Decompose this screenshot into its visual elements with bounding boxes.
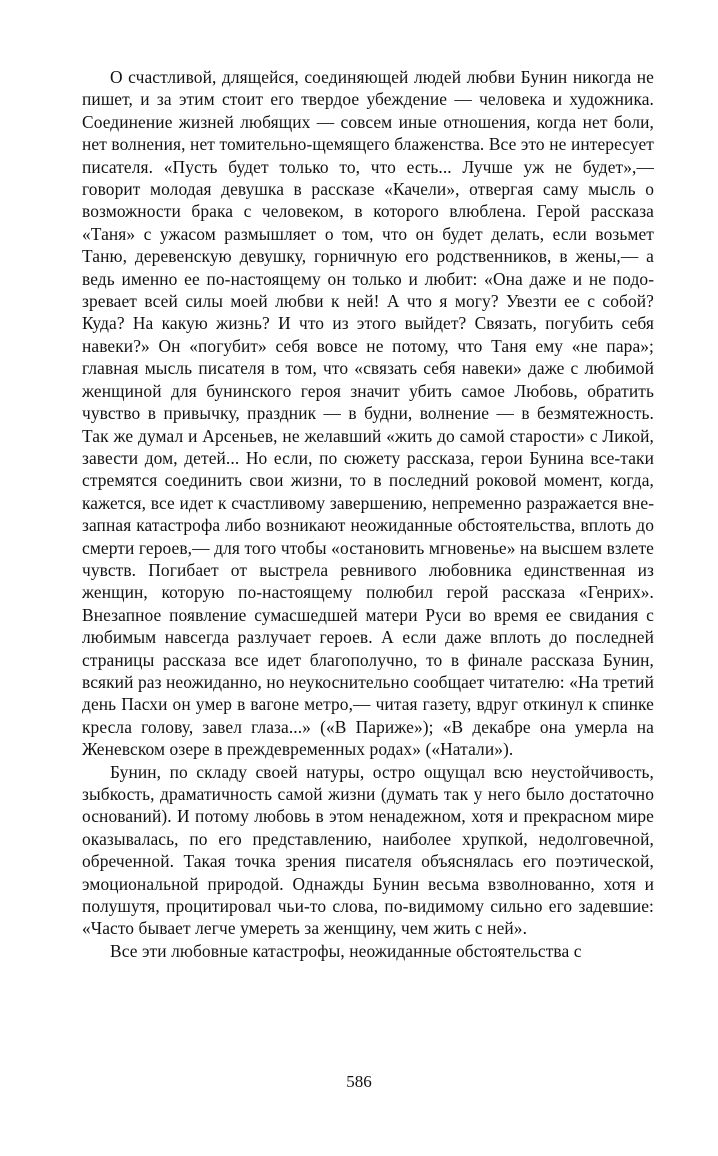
paragraph-3: Все эти любовные катастрофы, неожиданные обстоятельства с bbox=[110, 940, 582, 961]
body-text bbox=[82, 66, 654, 962]
paragraph-2: Бунин, по складу своей натуры, остро ощущал всю неустойчивость, зыбкость, драматичность самой жизни (думать так у него было достаточно оснований). И потому любовь в этом ненадежном, хотя и прекрасном мире оказывалась, по его представлению, наиболее хрупкой, недолговечной, обреченной. Такая точка зрения писателя объяснялась его поэтической, эмоциональной природой. Однажды Бунин весьма взволнованно, хотя и полушутя, процитировал чьи-то слова, по-видимому сильно его задевшие: «Часто бывает легче умереть за женщину, чем жить с ней». bbox=[82, 761, 654, 939]
paragraph-1: О счастливой, длящейся, соединяющей людей любви Бунин никогда не пишет, и за этим стоит его твердое убеждение — человека и художника. Соединение жизней любящих — совсем иные отношения, когда нет боли, нет волнения, нет томительно-щемящего блаженства. Все это не интересует писателя. «Пусть будет только то, что есть... Лучше уж не будет»,— говорит молодая девушка в рассказе «Качели», отвергая саму мысль о возможности брака с человеком, в которого влюблена. Герой рассказа «Таня» с ужасом размышляет о том, что он будет делать, если возьмет Таню, деревенскую девушку, горничную его родственников, в жены,— а ведь именно ее по-настоящему он только и любит: «Она даже и не подозревает всей силы моей любви к ней! А что я могу? Увезти ее с собой? Куда? На какую жизнь? И что из этого выйдет? Связать, погубить себя навеки?» Он «погубит» себя вовсе не потому, что Таня ему «не пара»; главная мысль писателя в том, что «связать себя навеки» даже с любимой женщиной для бунинского героя значит убить самое Любовь, обратить чувство в привычку, праздник — в будни, волнение — в безмятежность. Так же думал и Арсеньев, не желавший «жить до самой старости» с Ликой, завести дом, детей... Но если, по сюжету рассказа, герои Бунина все-таки стремятся соединить свои жизни, то в последний роковой момент, когда, кажется, все идет к счастливому завершению, непременно разражается внезапная катастрофа либо возникают неожиданные обстоятельства, вплоть до смерти героев,— для того чтобы «остановить мгновенье» на высшем взлете чувств. Погибает от выстрела ревнивого любовника единственная из женщин, которую по-настоящему полюбил герой рассказа «Генрих». Внезапное появление сумасшедшей матери Руси во время ее свидания с любимым навсегда разлучает героев. А если даже вплоть до последней страницы рассказа все идет благополучно, то в финале рассказа Бунин, всякий раз неожиданно, но неукоснительно сообщает читателю: «На третий день Пасхи он умер в вагоне метро,— читая газету, вдруг откинул к спинке кресла голову, завел глаза...» («В Париже»); «В декабре она умерла на Женевском озере в преждевременных родах» («Натали»). bbox=[82, 67, 654, 760]
page-number: 586 bbox=[346, 1072, 372, 1091]
